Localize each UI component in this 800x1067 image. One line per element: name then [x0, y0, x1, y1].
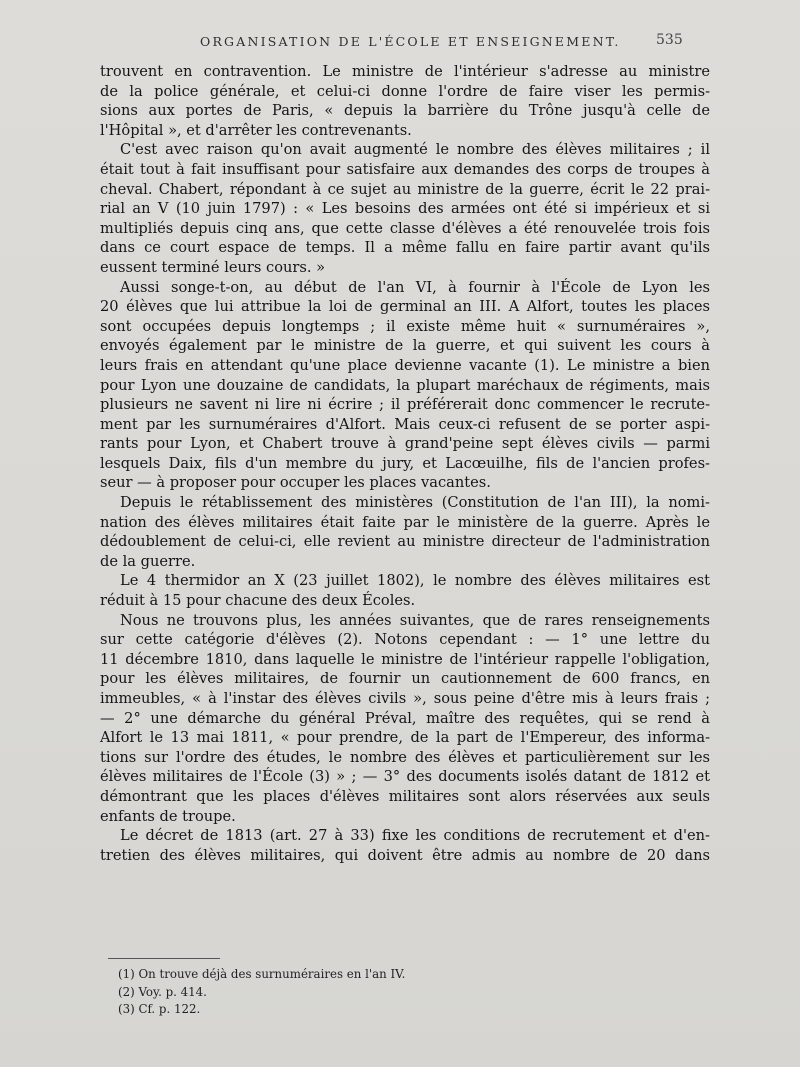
paragraph [100, 278, 710, 494]
text-line: sont occupées depuis longtemps ; il existe même huit « surnuméraires », [100, 317, 710, 335]
text-line: envoyés également par le ministre de la guerre, et qui suivent les cours à [100, 337, 710, 355]
paragraph [100, 571, 710, 610]
text-line: Le 4 thermidor an X (23 juillet 1802), le nombre des élèves militaires est [120, 572, 710, 590]
text-line: immeubles, « à l'instar des élèves civils », sous peine d'être mis à leurs frais ; [100, 690, 710, 707]
page-number: 535 [656, 32, 683, 48]
text-line: seur — à proposer pour occuper les places vacantes. [100, 474, 491, 492]
text-line: eussent terminé leurs cours. » [100, 258, 326, 276]
text-line: l'Hôpital », et d'arrêter les contrevenants. [100, 121, 412, 139]
text-line: nation des élèves militaires était faite par le ministère de la guerre. Après le [100, 513, 710, 531]
text-line: rial an V (10 juin 1797) : « Les besoins des armées ont été si impérieux et si [100, 200, 710, 218]
footnote: (3) Cf. p. 122. [118, 1002, 201, 1016]
text-line: multipliés depuis cinq ans, que cette classe d'élèves a été renouvelée trois fois [100, 219, 710, 237]
text-line: réduit à 15 pour chacune des deux Écoles. [100, 592, 416, 610]
text-line: ment par les surnuméraires d'Alfort. Mais ceux-ci refusent de se porter aspi- [100, 415, 710, 433]
text-line: tretien des élèves militaires, qui doivent être admis au nombre de 20 dans [100, 846, 710, 864]
body-text [100, 62, 710, 865]
paragraph [100, 493, 710, 571]
text-line: pour les élèves militaires, de fournir un cautionnement de 600 francs, en [100, 670, 710, 688]
text-line: élèves militaires de l'École (3) » ; — 3° des documents isolés datant de 1812 et [100, 768, 710, 786]
text-line: de la police générale, et celui-ci donne l'ordre de faire viser les permis- [100, 82, 710, 100]
text-line: Le décret de 1813 (art. 27 à 33) fixe les conditions de recrutement et d'en- [120, 827, 710, 845]
text-line: — 2° une démarche du général Préval, maître des requêtes, qui se rend à [100, 709, 710, 727]
footnote: (1) On trouve déjà des surnuméraires en l'an IV. [118, 967, 406, 981]
text-line: 20 élèves que lui attribue la loi de germinal an III. A Alfort, toutes les places [100, 298, 710, 316]
text-line: dans ce court espace de temps. Il a même fallu en faire partir avant qu'ils [100, 239, 710, 257]
text-line: Aussi songe-t-on, au début de l'an VI, à fournir à l'École de Lyon les [120, 278, 710, 296]
text-line: pour Lyon une douzaine de candidats, la plupart maréchaux de régiments, mais [100, 376, 710, 394]
text-line: était tout à fait insuffisant pour satisfaire aux demandes des corps de troupes à [100, 160, 710, 178]
paragraph [100, 611, 710, 827]
footnote: (2) Voy. p. 414. [118, 984, 207, 999]
text-line: de la guerre. [100, 552, 196, 570]
running-title: ORGANISATION DE L'ÉCOLE ET ENSEIGNEMENT. [200, 34, 621, 49]
text-line: trouvent en contravention. Le ministre de l'intérieur s'adresse au ministre [100, 63, 710, 80]
text-line: enfants de troupe. [100, 807, 236, 825]
paragraph [100, 140, 710, 277]
text-line: sur cette catégorie d'élèves (2). Notons cependant : — 1° une lettre du [100, 631, 710, 649]
text-line: Depuis le rétablissement des ministères (Constitution de l'an III), la nomi- [120, 494, 710, 512]
text-line: C'est avec raison qu'on avait augmenté le nombre des élèves militaires ; il [120, 141, 710, 159]
text-line: lesquels Daix, fils d'un membre du jury, et Lacœuilhe, fils de l'ancien profes- [100, 454, 710, 472]
text-line: démontrant que les places d'élèves militaires sont alors réservées aux seuls [100, 787, 710, 805]
text-line: dédoublement de celui-ci, elle revient au ministre directeur de l'administration [100, 533, 710, 551]
text-line: Nous ne trouvons plus, les années suivantes, que de rares renseignements [120, 611, 710, 629]
text-line: cheval. Chabert, répondant à ce sujet au ministre de la guerre, écrit le 22 prai- [100, 180, 710, 198]
footnote-rule [108, 958, 220, 959]
text-line: sions aux portes de Paris, « depuis la barrière du Trône jusqu'à celle de [100, 102, 710, 120]
text-line: Alfort le 13 mai 1811, « pour prendre, de la part de l'Empereur, des informa- [100, 729, 710, 747]
paragraph [100, 826, 710, 865]
text-line: 11 décembre 1810, dans laquelle le ministre de l'intérieur rappelle l'obligation, [100, 650, 710, 668]
text-line: leurs frais en attendant qu'une place devienne vacante (1). Le ministre a bien [100, 356, 710, 374]
footnotes [118, 966, 618, 1019]
text-line: rants pour Lyon, et Chabert trouve à grand'peine sept élèves civils — parmi [100, 435, 710, 453]
paragraph [100, 62, 710, 140]
text-line: plusieurs ne savent ni lire ni écrire ; il préférerait donc commencer le recrute- [100, 396, 710, 414]
text-line: tions sur l'ordre des études, le nombre des élèves et particulièrement sur les [100, 748, 710, 766]
